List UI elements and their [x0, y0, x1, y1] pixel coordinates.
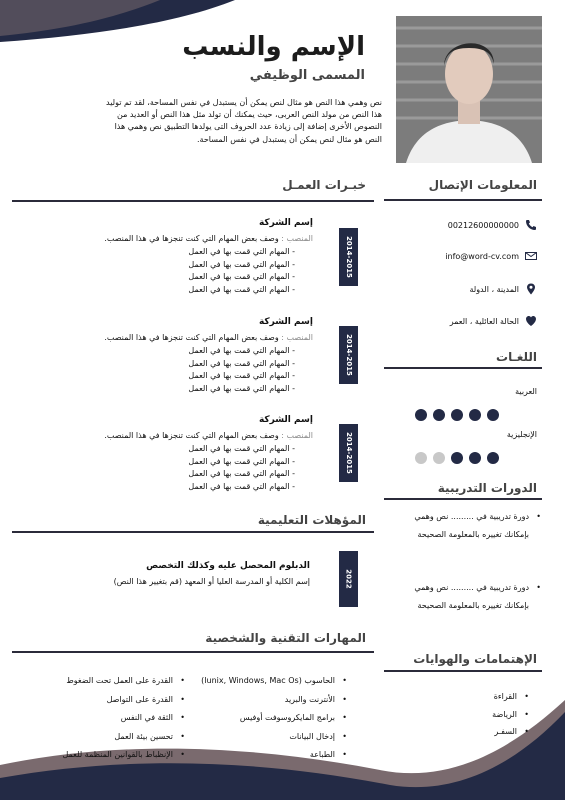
list-item: - المهام التي قمت بها في العمل: [188, 469, 295, 478]
language-name: الإنجليزية: [506, 430, 537, 439]
list-item: - المهام التي قمت بها في العمل: [188, 358, 295, 368]
list-item: • الإنظباط بالقوانين المنظمة للعمل: [63, 746, 186, 765]
list-item: - المهام التي قمت بها في العمل: [188, 272, 295, 281]
company-name: إسم الشركة: [258, 218, 313, 228]
list-item: - المهام التي قمت بها في العمل: [188, 371, 295, 380]
job-tasks: [188, 246, 295, 296]
job-date-badge: 2014-2015: [339, 424, 358, 482]
contact-status: الحالة العائلية ، العمر: [450, 315, 537, 327]
contact-phone: 00212600000000: [448, 219, 537, 231]
list-item: - المهام التي قمت بها في العمل: [188, 346, 295, 355]
course-item: • دورة تدريبية في ......... نص وهمي بإمكانك تغييره بالمعلومة الصحيحة: [414, 583, 541, 610]
level-dot: [469, 452, 481, 464]
education-divider: [12, 531, 374, 533]
list-item: • تحسين بيئة العمل: [63, 728, 186, 747]
languages-divider: [384, 367, 542, 369]
level-dot: [433, 409, 445, 421]
level-dot: [433, 452, 445, 464]
experience-divider: [12, 200, 374, 202]
contact-title: المعلومات الإتصال: [428, 178, 537, 192]
list-item: • القراءة: [492, 688, 529, 706]
level-dot: [415, 409, 427, 421]
contact-email: info@word-cv.com: [445, 250, 537, 262]
job-date-badge: 2014-2015: [339, 228, 358, 286]
language-level: [415, 409, 499, 421]
list-item: • السفـر: [492, 723, 529, 741]
heart-icon: [525, 315, 537, 327]
mail-icon: [525, 250, 537, 262]
skills-title: المهارات التقنية والشخصية: [205, 631, 366, 645]
interests-title: الإهتمامات والهوايات: [413, 652, 537, 666]
list-item: • برامج المايكروسوفت أوفيس: [201, 709, 347, 728]
contact-divider: [384, 199, 542, 201]
technical-skills-list: [201, 672, 347, 765]
list-item: - المهام التي قمت بها في العمل: [188, 247, 295, 256]
location-pin-icon: [525, 283, 537, 295]
experience-title: خبـرات العمـل: [282, 178, 366, 192]
course-item: • دورة تدريبية في ......... نص وهمي بإمكانك تغييره بالمعلومة الصحيحة: [414, 512, 541, 539]
list-item: • الحاسوب (lunix, Windows, Mac Os): [201, 672, 347, 691]
personal-skills-list: [63, 672, 186, 765]
job-tasks: [188, 443, 295, 493]
languages-title: اللغـات: [496, 350, 537, 364]
level-dot: [487, 409, 499, 421]
profile-summary: نص وهمي هذا النص هو مثال لنص يمكن أن يستبدل في نفس المساحة، لقد تم توليد هذا النص من مولد النص العربى، حيث يمكنك أن تولد مثل هذا النص أو العديد من النصوص الأخرى إضافة إلى زيادة عدد الحروف التى يولدها التطبيق نص وهمي هذا النص هو مثال لنص يمكن أن يستبدل في نفس المساحة.: [106, 98, 382, 144]
full-name: الإسم والنسب: [182, 32, 365, 62]
list-item: - المهام التي قمت بها في العمل: [188, 383, 295, 393]
job-title: المسمى الوظيفي: [249, 68, 365, 83]
job-date-badge: 2014-2015: [339, 326, 358, 384]
courses-divider: [384, 498, 542, 500]
phone-icon: [525, 219, 537, 231]
job-role: المنصب : وصف بعض المهام التي كنت تنجزها في هذا المنصب.: [104, 234, 313, 243]
language-level: [415, 452, 499, 464]
education-school: إسم الكلية أو المدرسة العليا أو المعهد (قم بتغيير هذا النص): [113, 577, 310, 586]
education-degree: الدبلوم المحصل عليه وكذلك التخصص: [146, 561, 310, 571]
list-item: • القدرة على العمل تحت الضغوط: [63, 672, 186, 691]
level-dot: [451, 452, 463, 464]
list-item: • الأنترنت والبريد: [201, 691, 347, 710]
courses-title: الدورات التدريبية: [437, 481, 537, 495]
list-item: • إدخال البيانات: [201, 728, 347, 747]
skills-divider: [12, 651, 374, 653]
company-name: إسم الشركة: [258, 415, 313, 425]
interests-list: [492, 688, 529, 741]
job-role: المنصب : وصف بعض المهام التي كنت تنجزها في هذا المنصب.: [104, 333, 313, 342]
job-tasks: [188, 345, 295, 395]
list-item: - المهام التي قمت بها في العمل: [188, 284, 295, 294]
list-item: - المهام التي قمت بها في العمل: [188, 259, 295, 269]
list-item: - المهام التي قمت بها في العمل: [188, 481, 295, 491]
contact-address: المدينة ، الدولة: [469, 283, 537, 295]
list-item: • القدرة على التواصل: [63, 691, 186, 710]
list-item: - المهام التي قمت بها في العمل: [188, 444, 295, 453]
level-dot: [415, 452, 427, 464]
list-item: - المهام التي قمت بها في العمل: [188, 456, 295, 466]
job-role: المنصب : وصف بعض المهام التي كنت تنجزها في هذا المنصب.: [104, 431, 313, 440]
profile-photo: [396, 16, 542, 163]
education-date-badge: 2022: [339, 551, 358, 607]
list-item: • الطباعة: [201, 746, 347, 765]
list-item: • الثقة في النفس: [63, 709, 186, 728]
level-dot: [487, 452, 499, 464]
level-dot: [451, 409, 463, 421]
education-title: المؤهلات التعليمية: [257, 513, 366, 527]
level-dot: [469, 409, 481, 421]
company-name: إسم الشركة: [258, 317, 313, 327]
list-item: • الرياضة: [492, 706, 529, 724]
language-name: العربية: [515, 387, 537, 396]
interests-divider: [384, 670, 542, 672]
